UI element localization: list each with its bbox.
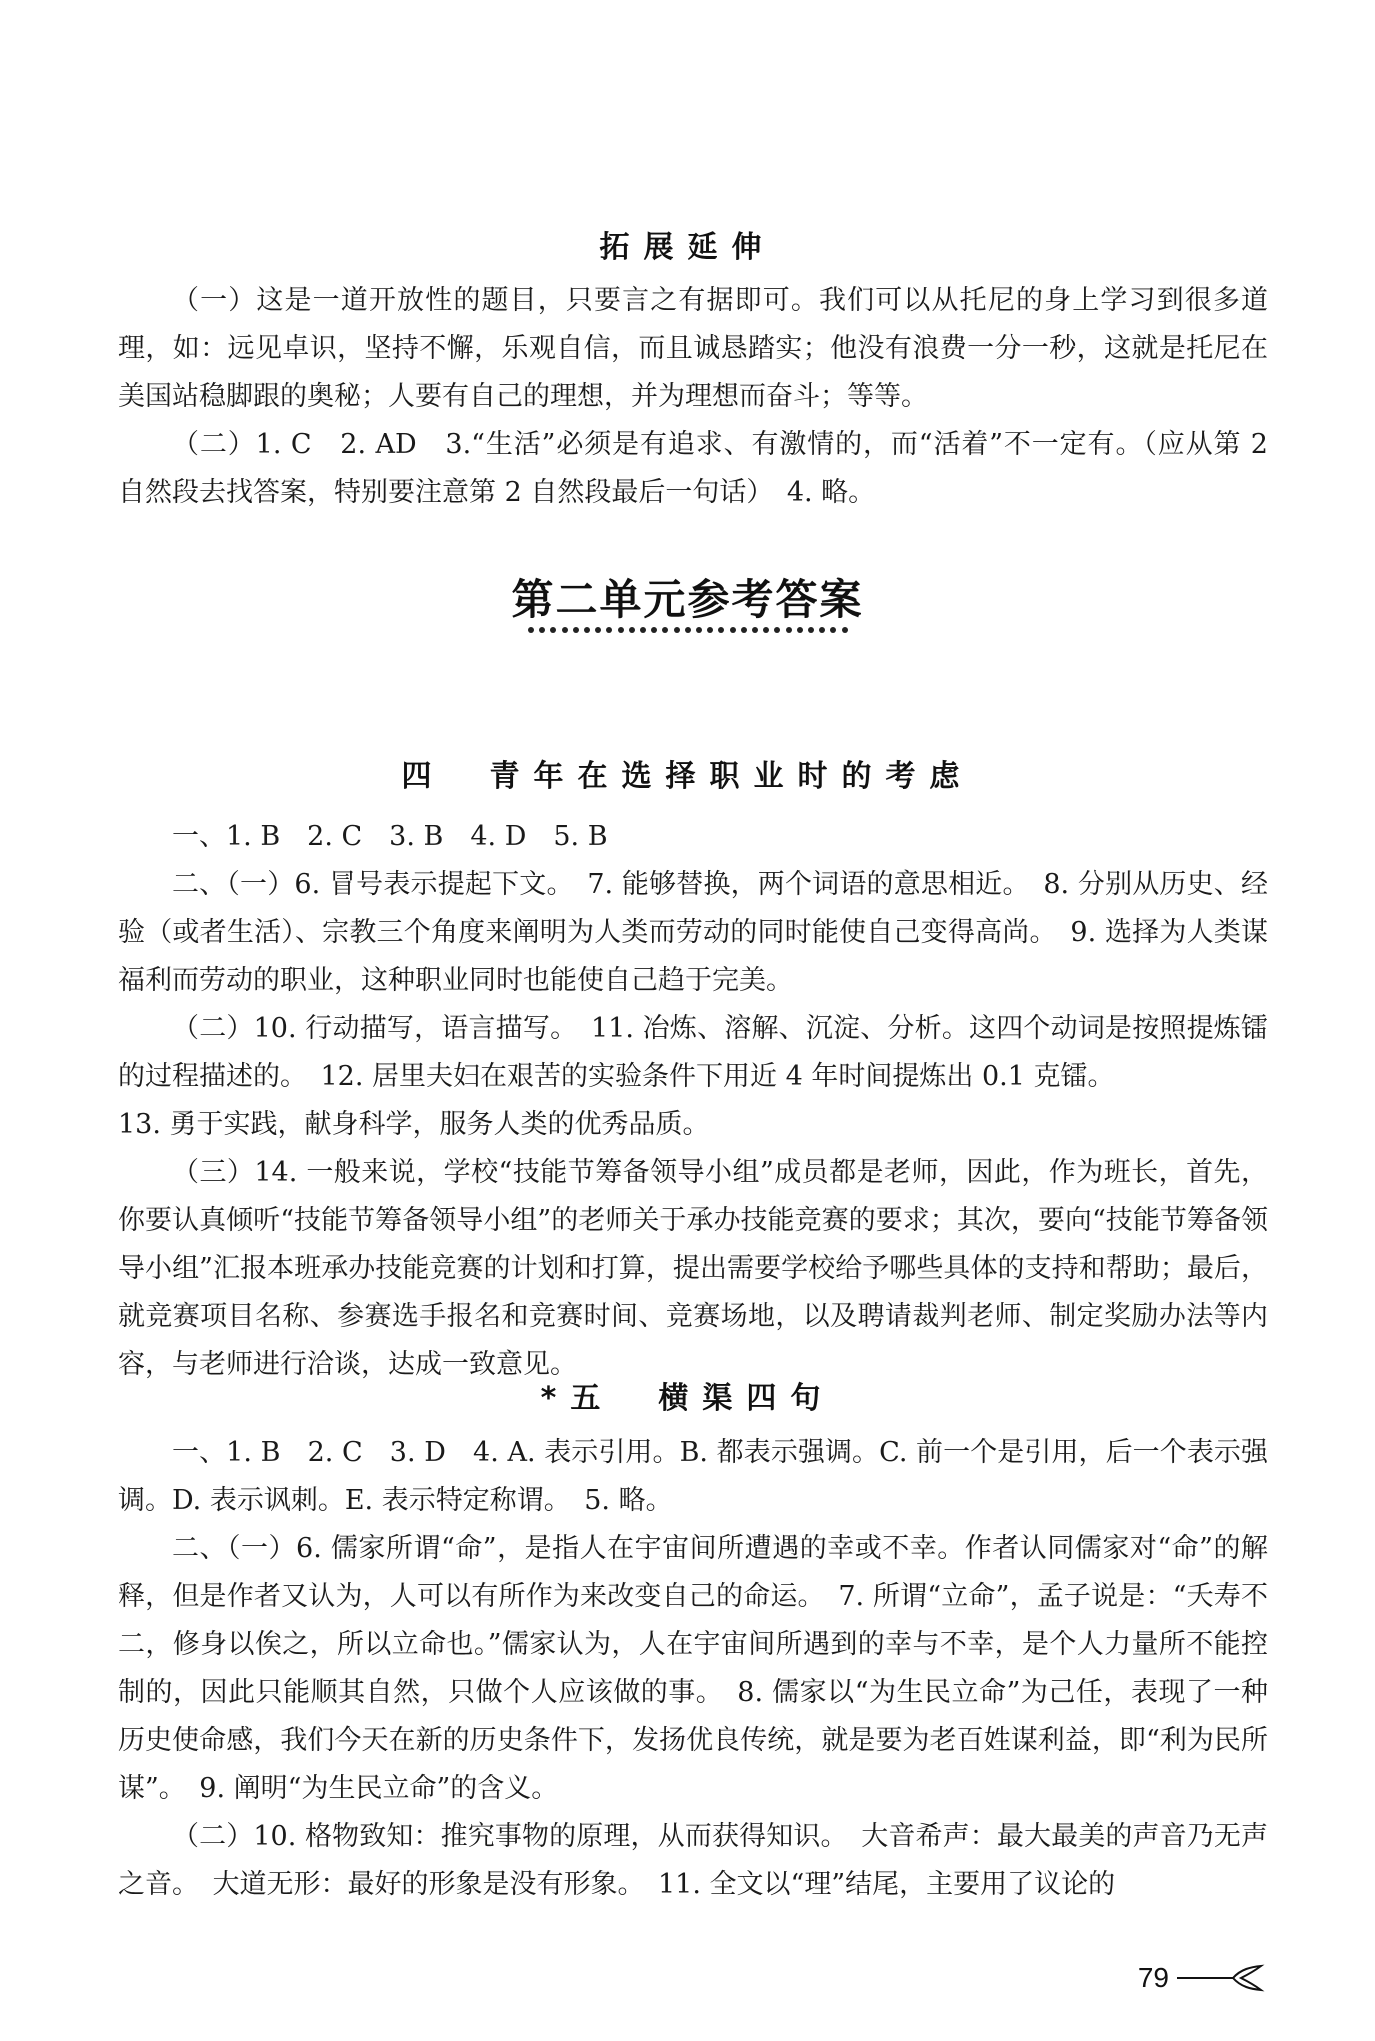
section-heading-lesson4: 四 青年在选择职业时的考虑 [401,759,974,794]
unit-title: 第二单元参考答案 [511,575,864,624]
section-heading-extension: 拓展延伸 [599,230,776,265]
page-footer [1138,1958,1265,1998]
lesson5-paragraph-2: 二、（一）6. 儒家所谓“命”，是指人在宇宙间所遭遇的幸或不幸。作者认同儒家对“命”的解释，但是作者又认为，人可以有所作为来改变自己的命运。 7. 所谓“立命”，孟子说是：“夭寿不二，修身以俟之，所以立命也。”儒家认为，人在宇宙间所遇到的幸与不幸，是个人力量所不能控制的，因此只能顺其自然，只做个人应该做的事。 8. 儒家以“为生民立命”为己任，表现了一种历史使命感，我们今天在新的历史条件下，发扬优良传统，就是要为老百姓谋利益，即“利为民所谋”。 9. 阐明“为生民立命”的含义。 [118,1533,1268,1804]
page-number: 79 [1137,1962,1169,1993]
pen-nib-ornament-icon [1175,1963,1265,1993]
lesson4-paragraph-4: 13. 勇于实践，献身科学，服务人类的优秀品质。 [118,1109,710,1140]
unit-title-dotted-rule [528,625,848,635]
lesson4-paragraph-2: 二、（一）6. 冒号表示提起下文。 7. 能够替换，两个词语的意思相近。 8. 分别从历史、经验（或者生活）、宗教三个角度来阐明为人类而劳动的同时能使自己变得高尚。 9. 选择为人类谋福利而劳动的职业，这种职业同时也能使自己趋于完美。 [118,869,1268,996]
lesson5-paragraph-3: （二）10. 格物致知：推究事物的原理，从而获得知识。 大音希声：最大最美的声音乃无声之音。 大道无形：最好的形象是没有形象。 11. 全文以“理”结尾，主要用了议论的 [118,1821,1268,1900]
lesson4-paragraph-3: （二）10. 行动描写，语言描写。 11. 冶炼、溶解、沉淀、分析。这四个动词是按照提炼镭的过程描述的。 12. 居里夫妇在艰苦的实验条件下用近 4 年时间提炼出 0.1 克镭。 [118,1013,1268,1092]
section-heading-lesson5: *五 横渠四句 [540,1381,835,1416]
lesson4-paragraph-1: 一、1. B 2. C 3. B 4. D 5. B [172,821,608,852]
lesson4-paragraph-5: （三）14. 一般来说，学校“技能节筹备领导小组”成员都是老师，因此，作为班长，首先，你要认真倾听“技能节筹备领导小组”的老师关于承办技能竞赛的要求；其次，要向“技能节筹备领导小组”汇报本班承办技能竞赛的计划和打算，提出需要学校给予哪些具体的支持和帮助；最后，就竞赛项目名称、参赛选手报名和竞赛时间、竞赛场地，以及聘请裁判老师、制定奖励办法等内容，与老师进行洽谈，达成一致意见。 [118,1157,1268,1380]
extension-paragraph-2: （二）1. C 2. AD 3.“生活”必须是有追求、有激情的，而“活着”不一定有。（应从第 2 自然段去找答案，特别要注意第 2 自然段最后一句话） 4. 略。 [118,429,1268,508]
lesson5-paragraph-1: 一、1. B 2. C 3. D 4. A. 表示引用。B. 都表示强调。C. 前一个是引用，后一个表示强调。D. 表示讽刺。E. 表示特定称谓。 5. 略。 [118,1437,1268,1516]
extension-paragraph-1: （一）这是一道开放性的题目，只要言之有据即可。我们可以从托尼的身上学习到很多道理，如：远见卓识，坚持不懈，乐观自信，而且诚恳踏实；他没有浪费一分一秒，这就是托尼在美国站稳脚跟的奥秘；人要有自己的理想，并为理想而奋斗；等等。 [118,285,1268,412]
